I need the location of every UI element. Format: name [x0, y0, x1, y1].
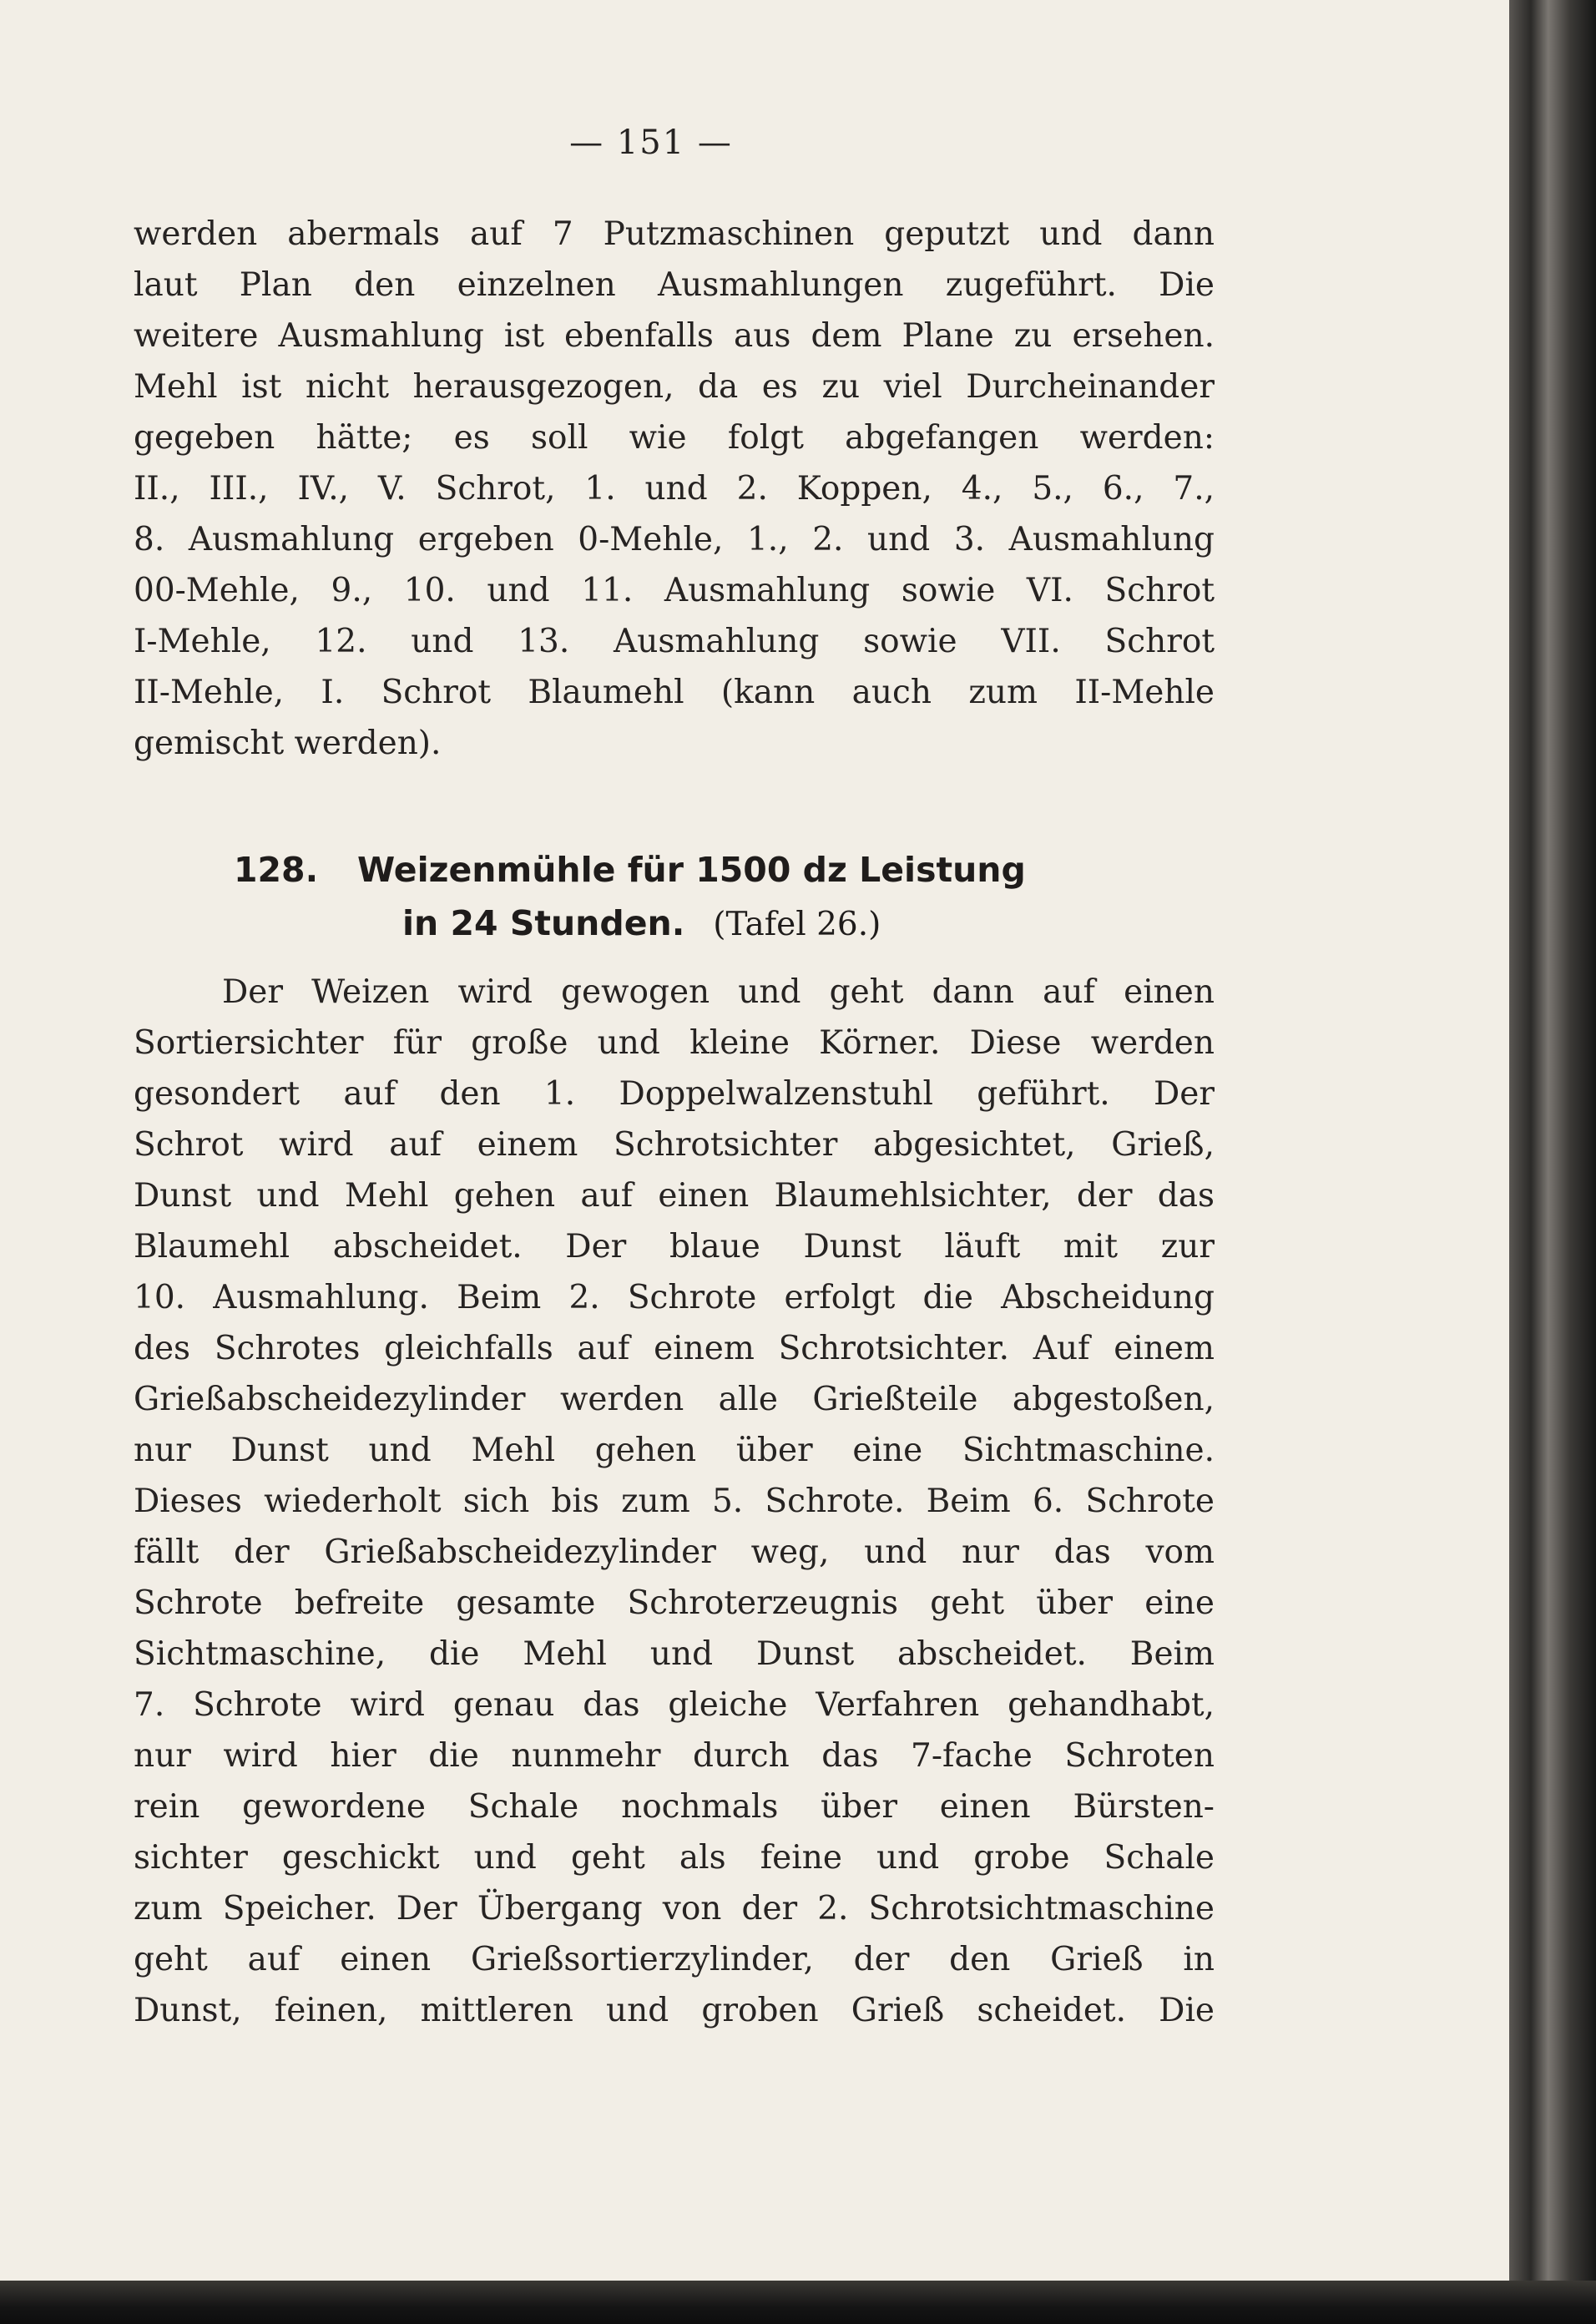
text-line: Schrot wird auf einem Schrotsichter abgesichtet, Grieß, — [134, 1126, 1215, 1164]
text-line: 10. Ausmahlung. Beim 2. Schrote erfolgt die Abscheidung — [134, 1279, 1215, 1316]
text-line: Sortiersichter für große und kleine Körner. Diese werden — [134, 1024, 1215, 1062]
section-title-line-2: in 24 Stunden. — [402, 903, 685, 943]
text-line: II., III., IV., V. Schrot, 1. und 2. Koppen, 4., 5., 6., 7., — [134, 470, 1215, 508]
text-line: werden abermals auf 7 Putzmaschinen geputzt und dann — [134, 215, 1215, 253]
text-line: laut Plan den einzelnen Ausmahlungen zugeführt. Die — [134, 266, 1215, 304]
text-line: gegeben hätte; es soll wie folgt abgefangen werden: — [134, 419, 1215, 457]
section-heading-line-2 — [234, 897, 1119, 950]
text-line: II-Mehle, I. Schrot Blaumehl (kann auch zum II-Mehle — [134, 674, 1215, 711]
text-line: Dunst und Mehl gehen auf einen Blaumehlsichter, der das — [134, 1177, 1215, 1215]
page-number: — 151 — — [569, 124, 733, 162]
section-title-line-1: Weizenmühle für 1500 dz Leistung — [357, 850, 1026, 890]
text-line: I-Mehle, 12. und 13. Ausmahlung sowie VII. Schrot — [134, 623, 1215, 660]
section-number: 128. — [234, 850, 319, 890]
text-line: 8. Ausmahlung ergeben 0-Mehle, 1., 2. und 3. Ausmahlung — [134, 521, 1215, 558]
text-line: rein gewordene Schale nochmals über einen Bürsten- — [134, 1788, 1215, 1826]
text-line: geht auf einen Grießsortierzylinder, der den Grieß in — [134, 1941, 1215, 1978]
text-line: 7. Schrote wird genau das gleiche Verfahren gehandhabt, — [134, 1686, 1215, 1724]
text-line: Schrote befreite gesamte Schroterzeugnis geht über eine — [134, 1584, 1215, 1622]
text-line: Der Weizen wird gewogen und geht dann auf einen — [222, 973, 1215, 1011]
text-line: gemischt werden). — [134, 725, 442, 762]
section-heading — [234, 843, 1119, 950]
text-line: fällt der Grießabscheidezylinder weg, und nur das vom — [134, 1533, 1215, 1571]
scan-background — [0, 2281, 1596, 2324]
text-line: sichter geschickt und geht als feine und grobe Schale — [134, 1839, 1215, 1877]
text-line: gesondert auf den 1. Doppelwalzenstuhl geführt. Der — [134, 1075, 1215, 1113]
text-line: nur wird hier die nunmehr durch das 7-fache Schroten — [134, 1737, 1215, 1775]
section-heading-line-1 — [234, 843, 1119, 897]
text-line: Dieses wiederholt sich bis zum 5. Schrote. Beim 6. Schrote — [134, 1483, 1215, 1520]
text-line: Grießabscheidezylinder werden alle Grießteile abgestoßen, — [134, 1381, 1215, 1418]
text-line: weitere Ausmahlung ist ebenfalls aus dem Plane zu ersehen. — [134, 317, 1215, 355]
text-line: nur Dunst und Mehl gehen über eine Sichtmaschine. — [134, 1432, 1215, 1469]
text-line: Blaumehl abscheidet. Der blaue Dunst läuft mit zur — [134, 1228, 1215, 1266]
text-line: Sichtmaschine, die Mehl und Dunst abscheidet. Beim — [134, 1635, 1215, 1673]
book-page-edges — [1509, 0, 1596, 2324]
text-line: zum Speicher. Der Übergang von der 2. Schrotsichtmaschine — [134, 1890, 1215, 1927]
paragraph-continued — [134, 209, 1215, 769]
section-body — [134, 967, 1215, 2036]
text-line: Mehl ist nicht herausgezogen, da es zu viel Durcheinander — [134, 368, 1215, 406]
text-line: des Schrotes gleichfalls auf einem Schrotsichter. Auf einem — [134, 1330, 1215, 1367]
text-line: Dunst, feinen, mittleren und groben Grieß scheidet. Die — [134, 1992, 1215, 2029]
text-line: 00-Mehle, 9., 10. und 11. Ausmahlung sowie VI. Schrot — [134, 572, 1215, 609]
plate-reference: (Tafel 26.) — [713, 906, 881, 943]
